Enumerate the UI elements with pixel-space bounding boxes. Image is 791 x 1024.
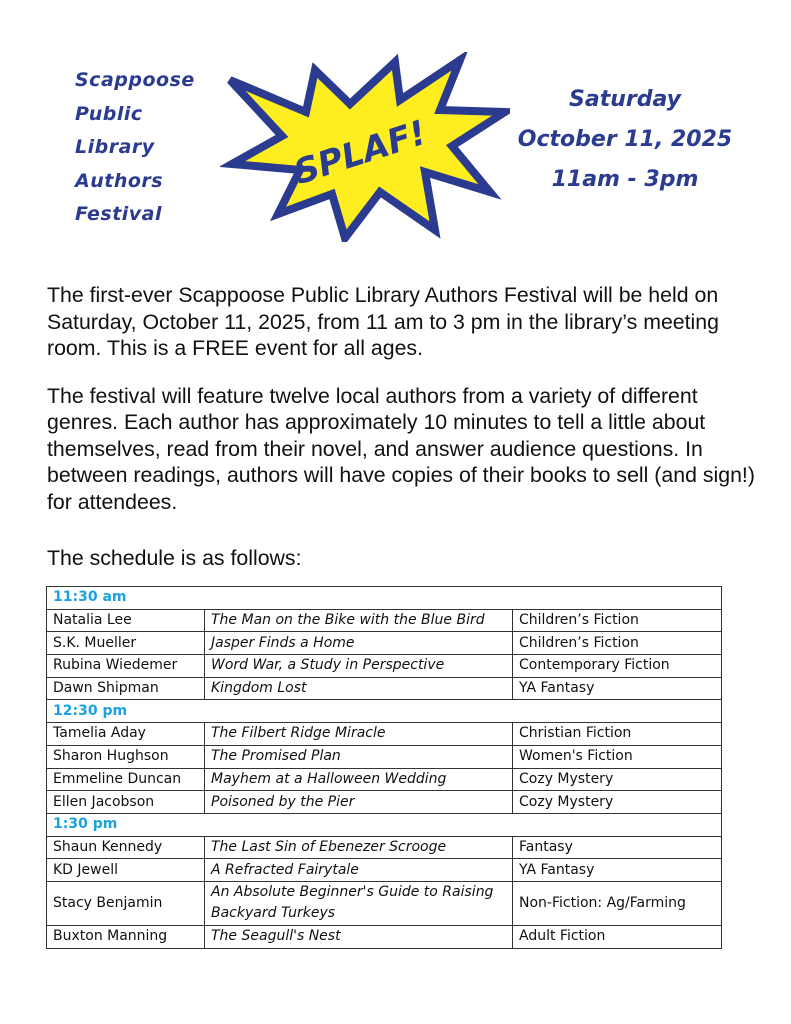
genre-cell: Cozy Mystery: [513, 768, 722, 791]
event-date-info: [505, 80, 745, 200]
book-title-line: Backyard Turkeys: [211, 905, 336, 922]
table-row: [47, 859, 722, 882]
logo-text: SPLAF!: [289, 112, 432, 194]
session-time: 12:30 pm: [47, 700, 722, 723]
book-cell: [205, 881, 513, 925]
book-cell: Poisoned by the Pier: [205, 791, 513, 814]
author-cell: S.K. Mueller: [47, 632, 205, 655]
title-line: Authors: [75, 169, 164, 192]
intro-section: [47, 282, 757, 536]
book-cell: The Promised Plan: [205, 745, 513, 768]
table-row: [47, 791, 722, 814]
event-day: Saturday: [569, 87, 681, 112]
schedule-table: [46, 586, 722, 949]
genre-cell: Cozy Mystery: [513, 791, 722, 814]
genre-cell: Contemporary Fiction: [513, 655, 722, 678]
session-time: 1:30 pm: [47, 813, 722, 836]
book-cell: A Refracted Fairytale: [205, 859, 513, 882]
genre-cell: Non-Fiction: Ag/Farming: [513, 881, 722, 925]
splaf-starburst-logo: [220, 52, 510, 242]
book-cell: Mayhem at a Halloween Wedding: [205, 768, 513, 791]
book-cell: Jasper Finds a Home: [205, 632, 513, 655]
author-cell: Stacy Benjamin: [47, 881, 205, 925]
table-row: [47, 655, 722, 678]
table-row: [47, 745, 722, 768]
intro-paragraph: The first-ever Scappoose Public Library Authors Festival will be held on Saturday, October 11, 2025, from 11 am to 3 pm in the library’s meeting room. This is a FREE event for all ages.: [47, 283, 719, 360]
table-row: [47, 768, 722, 791]
author-cell: Buxton Manning: [47, 925, 205, 948]
author-cell: Emmeline Duncan: [47, 768, 205, 791]
title-line: Scappoose: [75, 69, 195, 91]
session-row: [47, 587, 722, 610]
event-time: 11am - 3pm: [551, 167, 699, 192]
genre-cell: Fantasy: [513, 836, 722, 859]
author-cell: Shaun Kennedy: [47, 836, 205, 859]
book-cell: Word War, a Study in Perspective: [205, 655, 513, 678]
table-row: [47, 632, 722, 655]
book-cell: The Last Sin of Ebenezer Scrooge: [205, 836, 513, 859]
author-cell: Ellen Jacobson: [47, 791, 205, 814]
author-cell: Natalia Lee: [47, 609, 205, 632]
genre-cell: Women's Fiction: [513, 745, 722, 768]
author-cell: KD Jewell: [47, 859, 205, 882]
book-cell: The Seagull's Nest: [205, 925, 513, 948]
table-row: [47, 836, 722, 859]
event-date: October 11, 2025: [517, 127, 733, 152]
table-row: [47, 677, 722, 700]
intro-paragraph: The festival will feature twelve local authors from a variety of different genres. Each author has approximately 10 minutes to tell a little about themselves, read from their novel, and answer audience questions. In between readings, authors will have copies of their books to sell (and sign!) for attendees.: [47, 383, 755, 514]
author-cell: Dawn Shipman: [47, 677, 205, 700]
author-cell: Rubina Wiedemer: [47, 655, 205, 678]
table-row: [47, 723, 722, 746]
table-row: [47, 925, 722, 948]
genre-cell: Christian Fiction: [513, 723, 722, 746]
author-cell: Sharon Hughson: [47, 745, 205, 768]
book-cell: The Man on the Bike with the Blue Bird: [205, 609, 513, 632]
session-row: [47, 813, 722, 836]
genre-cell: Adult Fiction: [513, 925, 722, 948]
book-cell: The Filbert Ridge Miracle: [205, 723, 513, 746]
session-row: [47, 700, 722, 723]
session-time: 11:30 am: [47, 587, 722, 610]
title-line: Library: [75, 136, 155, 158]
table-row: [47, 881, 722, 925]
genre-cell: Children’s Fiction: [513, 609, 722, 632]
schedule-heading: The schedule is as follows:: [47, 546, 302, 570]
genre-cell: YA Fantasy: [513, 859, 722, 882]
table-row: [47, 609, 722, 632]
title-line: Festival: [75, 203, 163, 225]
title-line: Public: [75, 102, 143, 125]
genre-cell: Children’s Fiction: [513, 632, 722, 655]
author-cell: Tamelia Aday: [47, 723, 205, 746]
book-title-line: An Absolute Beginner's Guide to Raising: [211, 884, 494, 901]
genre-cell: YA Fantasy: [513, 677, 722, 700]
book-cell: Kingdom Lost: [205, 677, 513, 700]
